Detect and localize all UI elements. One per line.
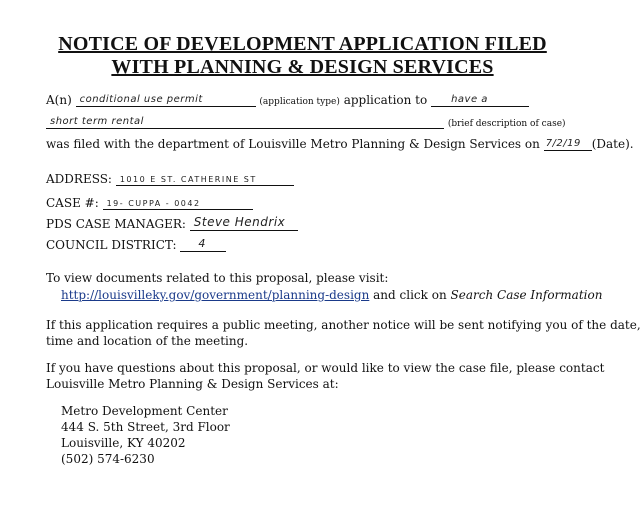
- case-blank: [103, 195, 253, 210]
- contact-street: 444 S. 5th Street, 3rd Floor: [61, 420, 230, 434]
- description-label: (brief description of case): [447, 119, 566, 129]
- case-field: [46, 195, 253, 210]
- notice-title-line-1: NOTICE OF DEVELOPMENT APPLICATION FILED: [58, 33, 547, 55]
- questions-text-1: If you have questions about this proposal, or would like to view the case file, please contact: [46, 361, 605, 375]
- description-value-2: short term rental: [50, 116, 144, 127]
- description-line: [46, 114, 566, 129]
- application-to-label: application to: [343, 93, 428, 107]
- case-label: CASE #:: [46, 196, 99, 210]
- contact-city: Louisville, KY 40202: [61, 436, 186, 450]
- manager-field: [46, 216, 298, 231]
- contact-phone: (502) 574-6230: [61, 452, 155, 466]
- search-case-text: Search Case Information: [450, 288, 603, 302]
- application-type-line: [46, 92, 529, 107]
- case-value: 19- CUPPA - 0042: [106, 199, 201, 208]
- application-type-label: (application type): [259, 97, 340, 107]
- documents-link-line: [61, 288, 602, 302]
- application-type-value: conditional use permit: [79, 94, 203, 105]
- planning-design-link[interactable]: http://louisvilleky.gov/government/planning-design: [61, 288, 370, 302]
- notice-title-line-2: WITH PLANNING & DESIGN SERVICES: [111, 56, 494, 78]
- manager-value: Steve Hendrix: [193, 215, 286, 229]
- filed-text: was filed with the department of Louisville Metro Planning & Design Services on: [46, 137, 540, 151]
- manager-label: PDS CASE MANAGER:: [46, 217, 186, 231]
- council-value: 4: [198, 237, 206, 250]
- application-type-blank: [76, 92, 256, 107]
- address-blank: [116, 171, 294, 186]
- and-click-text: and click on: [373, 288, 447, 302]
- council-label: COUNCIL DISTRICT:: [46, 238, 177, 252]
- description-blank-2: [46, 114, 444, 129]
- documents-intro: To view documents related to this proposal, please visit:: [46, 271, 389, 285]
- contact-name: Metro Development Center: [61, 404, 228, 418]
- council-blank: [180, 237, 226, 252]
- address-field: [46, 171, 294, 186]
- address-value: 1010 E ST. CATHERINE ST: [119, 175, 257, 184]
- address-label: ADDRESS:: [46, 172, 112, 186]
- meeting-text-2: time and location of the meeting.: [46, 334, 249, 348]
- questions-text-2: Louisville Metro Planning & Design Services at:: [46, 377, 339, 391]
- manager-blank: [190, 216, 298, 231]
- meeting-text-1: If this application requires a public meeting, another notice will be sent notifying you of the date,: [46, 318, 641, 332]
- date-label: (Date).: [591, 137, 634, 151]
- council-field: [46, 237, 226, 252]
- date-blank: [544, 136, 592, 151]
- date-value: 7/2/19: [545, 138, 581, 149]
- filed-line: [46, 136, 634, 151]
- description-blank-1: [431, 92, 529, 107]
- prefix-label: A(n): [46, 93, 72, 107]
- description-value-1: have a: [451, 94, 488, 105]
